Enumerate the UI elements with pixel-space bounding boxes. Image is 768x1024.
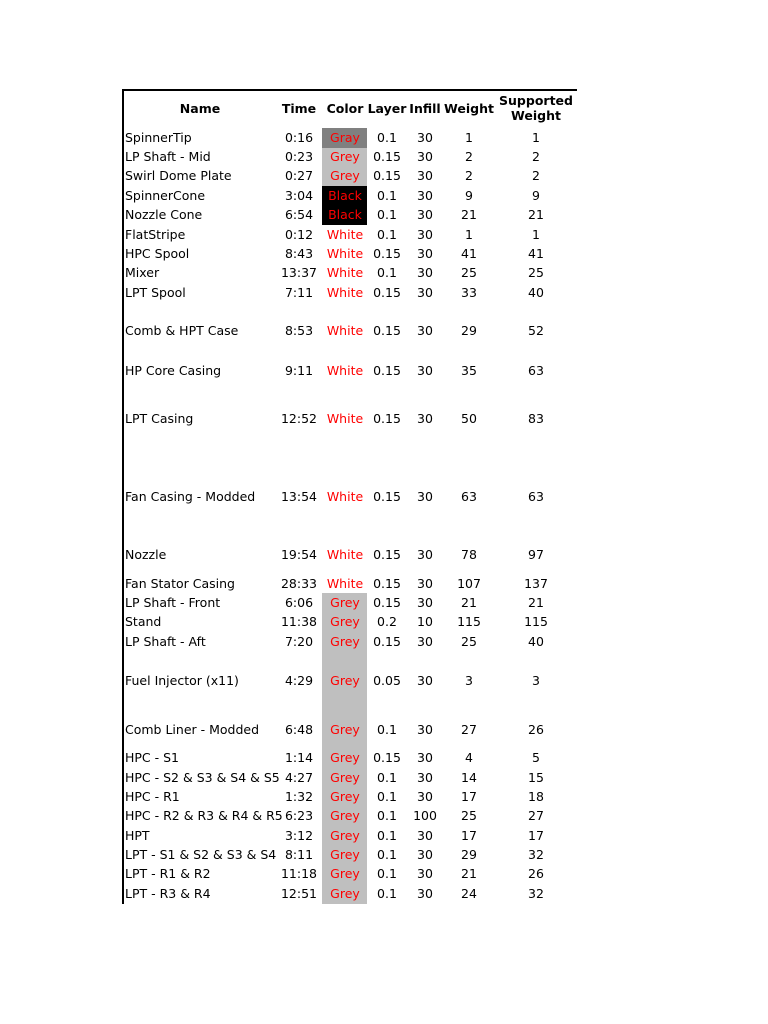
cell-weight: 17 bbox=[461, 828, 477, 843]
cell-name: HPT bbox=[125, 828, 150, 843]
cell-infill: 30 bbox=[417, 265, 433, 280]
cell-time: 1:32 bbox=[284, 789, 314, 804]
cell-color: Grey bbox=[330, 634, 360, 649]
cell-time: 12:51 bbox=[280, 886, 318, 901]
cell-time: 0:16 bbox=[284, 130, 314, 145]
header-time: Time bbox=[281, 101, 317, 116]
cell-layer: 0.1 bbox=[377, 886, 397, 901]
cell-infill: 30 bbox=[417, 750, 433, 765]
cell-weight: 21 bbox=[461, 595, 477, 610]
cell-layer: 0.1 bbox=[377, 130, 397, 145]
cell-color: White bbox=[326, 323, 364, 338]
cell-time: 13:37 bbox=[280, 265, 318, 280]
cell-layer: 0.2 bbox=[377, 614, 397, 629]
cell-layer: 0.1 bbox=[377, 227, 397, 242]
cell-weight: 25 bbox=[461, 265, 477, 280]
cell-time: 11:18 bbox=[280, 866, 318, 881]
cell-weight: 78 bbox=[461, 547, 477, 562]
cell-name: Fuel Injector (x11) bbox=[125, 673, 239, 688]
cell-weight: 27 bbox=[461, 722, 477, 737]
cell-infill: 30 bbox=[417, 673, 433, 688]
cell-supported-weight: 32 bbox=[528, 847, 544, 862]
cell-color: White bbox=[326, 285, 364, 300]
cell-supported-weight: 25 bbox=[528, 265, 544, 280]
cell-name: Fan Stator Casing bbox=[125, 576, 235, 591]
cell-layer: 0.1 bbox=[377, 188, 397, 203]
cell-time: 8:11 bbox=[284, 847, 314, 862]
cell-color: White bbox=[326, 489, 364, 504]
cell-time: 6:23 bbox=[284, 808, 314, 823]
cell-time: 6:06 bbox=[284, 595, 314, 610]
cell-color: White bbox=[326, 547, 364, 562]
cell-supported-weight: 17 bbox=[528, 828, 544, 843]
cell-infill: 30 bbox=[417, 722, 433, 737]
cell-weight: 107 bbox=[457, 576, 481, 591]
cell-color: White bbox=[326, 265, 364, 280]
cell-name: HPC - R1 bbox=[125, 789, 180, 804]
header-infill: Infill bbox=[409, 101, 441, 116]
cell-layer: 0.1 bbox=[377, 789, 397, 804]
table-top-border bbox=[123, 89, 577, 91]
cell-supported-weight: 97 bbox=[528, 547, 544, 562]
cell-name: Comb Liner - Modded bbox=[125, 722, 260, 737]
cell-layer: 0.15 bbox=[373, 634, 401, 649]
cell-color: Grey bbox=[330, 770, 360, 785]
cell-time: 0:12 bbox=[284, 227, 314, 242]
cell-weight: 115 bbox=[457, 614, 481, 629]
cell-infill: 30 bbox=[417, 246, 433, 261]
cell-infill: 30 bbox=[417, 130, 433, 145]
cell-time: 3:04 bbox=[284, 188, 314, 203]
cell-supported-weight: 27 bbox=[528, 808, 544, 823]
cell-supported-weight: 115 bbox=[524, 614, 548, 629]
cell-name: LPT Spool bbox=[125, 285, 186, 300]
cell-infill: 30 bbox=[417, 285, 433, 300]
cell-supported-weight: 3 bbox=[532, 673, 540, 688]
cell-layer: 0.1 bbox=[377, 847, 397, 862]
cell-weight: 35 bbox=[461, 363, 477, 378]
header-weight: Weight bbox=[444, 101, 494, 116]
cell-time: 28:33 bbox=[280, 576, 318, 591]
cell-supported-weight: 21 bbox=[528, 595, 544, 610]
cell-weight: 33 bbox=[461, 285, 477, 300]
cell-weight: 24 bbox=[461, 886, 477, 901]
cell-supported-weight: 2 bbox=[532, 168, 540, 183]
cell-weight: 4 bbox=[465, 750, 473, 765]
cell-name: Nozzle Cone bbox=[125, 207, 203, 222]
cell-name: LP Shaft - Front bbox=[125, 595, 221, 610]
cell-supported-weight: 41 bbox=[528, 246, 544, 261]
cell-time: 4:27 bbox=[284, 770, 314, 785]
cell-supported-weight: 63 bbox=[528, 363, 544, 378]
cell-supported-weight: 26 bbox=[528, 722, 544, 737]
cell-infill: 30 bbox=[417, 227, 433, 242]
cell-infill: 30 bbox=[417, 866, 433, 881]
cell-color: Grey bbox=[330, 149, 360, 164]
cell-infill: 30 bbox=[417, 323, 433, 338]
cell-name: SpinnerTip bbox=[125, 130, 192, 145]
cell-supported-weight: 40 bbox=[528, 285, 544, 300]
cell-color: Grey bbox=[330, 750, 360, 765]
cell-layer: 0.15 bbox=[373, 323, 401, 338]
cell-time: 1:14 bbox=[284, 750, 314, 765]
cell-color: Gray bbox=[330, 130, 360, 145]
cell-layer: 0.15 bbox=[373, 595, 401, 610]
cell-layer: 0.15 bbox=[373, 576, 401, 591]
cell-weight: 25 bbox=[461, 808, 477, 823]
cell-time: 9:11 bbox=[284, 363, 314, 378]
cell-name: HPC - S1 bbox=[125, 750, 180, 765]
cell-layer: 0.1 bbox=[377, 207, 397, 222]
cell-layer: 0.1 bbox=[377, 866, 397, 881]
cell-weight: 29 bbox=[461, 323, 477, 338]
cell-layer: 0.1 bbox=[377, 265, 397, 280]
cell-color: Grey bbox=[330, 614, 360, 629]
header-color: Color bbox=[326, 101, 364, 116]
cell-layer: 0.15 bbox=[373, 363, 401, 378]
cell-infill: 30 bbox=[417, 828, 433, 843]
cell-color: White bbox=[326, 363, 364, 378]
cell-infill: 30 bbox=[417, 149, 433, 164]
cell-color: Black bbox=[328, 207, 362, 222]
cell-time: 8:53 bbox=[284, 323, 314, 338]
cell-color: Grey bbox=[330, 595, 360, 610]
cell-infill: 30 bbox=[417, 168, 433, 183]
header-layer: Layer bbox=[367, 101, 407, 116]
cell-layer: 0.1 bbox=[377, 770, 397, 785]
cell-name: LPT - R1 & R2 bbox=[125, 866, 211, 881]
cell-name: FlatStripe bbox=[125, 227, 186, 242]
cell-name: HPC Spool bbox=[125, 246, 190, 261]
cell-color: White bbox=[326, 576, 364, 591]
cell-weight: 50 bbox=[461, 411, 477, 426]
cell-infill: 30 bbox=[417, 363, 433, 378]
cell-layer: 0.15 bbox=[373, 285, 401, 300]
cell-infill: 30 bbox=[417, 188, 433, 203]
cell-weight: 3 bbox=[465, 673, 473, 688]
cell-infill: 100 bbox=[413, 808, 437, 823]
cell-time: 8:43 bbox=[284, 246, 314, 261]
cell-color: Grey bbox=[330, 789, 360, 804]
cell-name: LPT Casing bbox=[125, 411, 194, 426]
header-name: Name bbox=[179, 101, 221, 116]
cell-infill: 30 bbox=[417, 411, 433, 426]
cell-infill: 30 bbox=[417, 489, 433, 504]
cell-weight: 2 bbox=[465, 149, 473, 164]
cell-supported-weight: 1 bbox=[532, 130, 540, 145]
cell-weight: 41 bbox=[461, 246, 477, 261]
cell-layer: 0.1 bbox=[377, 808, 397, 823]
cell-infill: 30 bbox=[417, 847, 433, 862]
cell-time: 7:11 bbox=[284, 285, 314, 300]
cell-layer: 0.05 bbox=[373, 673, 401, 688]
cell-layer: 0.15 bbox=[373, 246, 401, 261]
cell-layer: 0.15 bbox=[373, 411, 401, 426]
cell-weight: 29 bbox=[461, 847, 477, 862]
cell-layer: 0.15 bbox=[373, 168, 401, 183]
cell-color: White bbox=[326, 246, 364, 261]
cell-supported-weight: 63 bbox=[528, 489, 544, 504]
cell-color: Grey bbox=[330, 866, 360, 881]
cell-weight: 25 bbox=[461, 634, 477, 649]
cell-color: Grey bbox=[330, 722, 360, 737]
cell-color: Grey bbox=[330, 828, 360, 843]
cell-color: Grey bbox=[330, 168, 360, 183]
table-left-border bbox=[122, 89, 124, 904]
cell-time: 6:48 bbox=[284, 722, 314, 737]
cell-time: 0:27 bbox=[284, 168, 314, 183]
cell-name: HP Core Casing bbox=[125, 363, 222, 378]
cell-name: SpinnerCone bbox=[125, 188, 206, 203]
cell-name: HPC - S2 & S3 & S4 & S5 bbox=[125, 770, 280, 785]
cell-supported-weight: 32 bbox=[528, 886, 544, 901]
cell-time: 19:54 bbox=[280, 547, 318, 562]
cell-time: 11:38 bbox=[280, 614, 318, 629]
cell-infill: 30 bbox=[417, 634, 433, 649]
cell-infill: 10 bbox=[417, 614, 433, 629]
cell-infill: 30 bbox=[417, 770, 433, 785]
cell-name: HPC - R2 & R3 & R4 & R5 bbox=[125, 808, 283, 823]
cell-weight: 1 bbox=[465, 130, 473, 145]
cell-color: Grey bbox=[330, 886, 360, 901]
cell-supported-weight: 1 bbox=[532, 227, 540, 242]
cell-weight: 63 bbox=[461, 489, 477, 504]
cell-time: 6:54 bbox=[284, 207, 314, 222]
cell-name: LPT - R3 & R4 bbox=[125, 886, 211, 901]
cell-name: Nozzle bbox=[125, 547, 167, 562]
cell-name: Swirl Dome Plate bbox=[125, 168, 232, 183]
cell-name: Stand bbox=[125, 614, 162, 629]
cell-infill: 30 bbox=[417, 886, 433, 901]
cell-supported-weight: 5 bbox=[532, 750, 540, 765]
cell-layer: 0.15 bbox=[373, 149, 401, 164]
cell-infill: 30 bbox=[417, 576, 433, 591]
cell-name: Comb & HPT Case bbox=[125, 323, 239, 338]
cell-supported-weight: 52 bbox=[528, 323, 544, 338]
cell-infill: 30 bbox=[417, 207, 433, 222]
cell-time: 7:20 bbox=[284, 634, 314, 649]
cell-time: 12:52 bbox=[280, 411, 318, 426]
header-supported-line2: Weight bbox=[511, 108, 561, 123]
cell-time: 3:12 bbox=[284, 828, 314, 843]
cell-name: LPT - S1 & S2 & S3 & S4 bbox=[125, 847, 277, 862]
cell-color: Grey bbox=[330, 847, 360, 862]
cell-weight: 21 bbox=[461, 866, 477, 881]
cell-color: Black bbox=[328, 188, 362, 203]
cell-name: LP Shaft - Aft bbox=[125, 634, 206, 649]
cell-name: LP Shaft - Mid bbox=[125, 149, 211, 164]
cell-supported-weight: 9 bbox=[532, 188, 540, 203]
cell-color: Grey bbox=[330, 808, 360, 823]
cell-layer: 0.15 bbox=[373, 547, 401, 562]
cell-weight: 9 bbox=[465, 188, 473, 203]
cell-time: 13:54 bbox=[280, 489, 318, 504]
cell-weight: 14 bbox=[461, 770, 477, 785]
cell-supported-weight: 21 bbox=[528, 207, 544, 222]
cell-supported-weight: 26 bbox=[528, 866, 544, 881]
cell-name: Mixer bbox=[125, 265, 160, 280]
cell-name: Fan Casing - Modded bbox=[125, 489, 256, 504]
cell-layer: 0.1 bbox=[377, 828, 397, 843]
cell-time: 0:23 bbox=[284, 149, 314, 164]
cell-supported-weight: 137 bbox=[524, 576, 548, 591]
cell-supported-weight: 18 bbox=[528, 789, 544, 804]
header-supported-line1: Supported bbox=[499, 93, 573, 108]
cell-supported-weight: 83 bbox=[528, 411, 544, 426]
cell-infill: 30 bbox=[417, 789, 433, 804]
cell-color: White bbox=[326, 227, 364, 242]
cell-weight: 1 bbox=[465, 227, 473, 242]
cell-supported-weight: 40 bbox=[528, 634, 544, 649]
cell-time: 4:29 bbox=[284, 673, 314, 688]
cell-layer: 0.15 bbox=[373, 489, 401, 504]
cell-supported-weight: 15 bbox=[528, 770, 544, 785]
cell-infill: 30 bbox=[417, 547, 433, 562]
cell-color: Grey bbox=[330, 673, 360, 688]
cell-layer: 0.15 bbox=[373, 750, 401, 765]
cell-layer: 0.1 bbox=[377, 722, 397, 737]
cell-weight: 17 bbox=[461, 789, 477, 804]
cell-weight: 2 bbox=[465, 168, 473, 183]
cell-color: White bbox=[326, 411, 364, 426]
cell-infill: 30 bbox=[417, 595, 433, 610]
cell-weight: 21 bbox=[461, 207, 477, 222]
cell-supported-weight: 2 bbox=[532, 149, 540, 164]
